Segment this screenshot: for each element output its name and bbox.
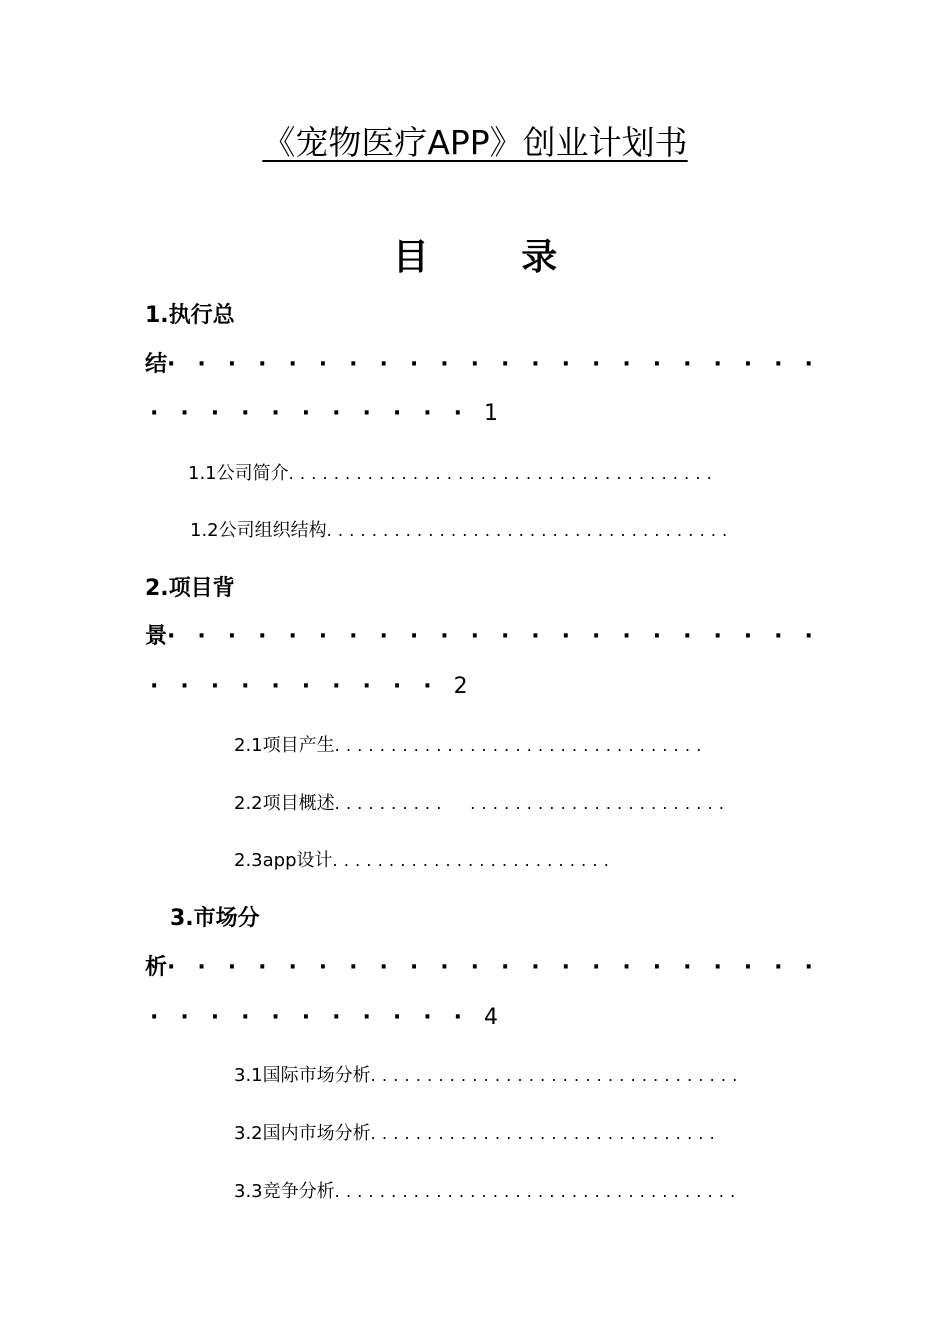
- title-text: 《宠物医疗APP》创业计划书: [262, 123, 688, 162]
- toc-entry-2-page-line[interactable]: [150, 676, 468, 698]
- toc-entry-3-page-line[interactable]: [150, 1007, 498, 1029]
- toc-leader-dots: ....................................: [334, 1181, 742, 1201]
- toc-leader-dots: ······················: [167, 955, 835, 980]
- toc-subentry-2-2[interactable]: [234, 794, 730, 813]
- toc-page-number: 2: [453, 674, 468, 699]
- document-title: [0, 123, 950, 162]
- toc-leader-dots: .........................: [332, 850, 616, 870]
- toc-sub-label: 2.1项目产生: [234, 735, 335, 756]
- toc-sub-label: 2.2项目概述: [234, 793, 335, 814]
- toc-sub-label: 3.1国际市场分析: [234, 1065, 371, 1086]
- toc-entry-char: 景: [145, 624, 168, 649]
- toc-leader-dots: ...............................: [370, 1123, 721, 1143]
- toc-sub-label: 2.3app设计: [234, 850, 333, 871]
- toc-entry-3-continued[interactable]: [145, 957, 835, 979]
- toc-leader-dots: ....................................: [326, 520, 734, 540]
- toc-subentry-1-1[interactable]: [188, 464, 718, 483]
- toc-leader-dots: ······················: [167, 352, 835, 377]
- toc-subentry-2-3[interactable]: [234, 851, 615, 870]
- toc-entry-3-title[interactable]: 3.市场分: [170, 906, 260, 931]
- toc-entry-2-continued[interactable]: [145, 626, 835, 648]
- toc-leader-dots: ···········: [150, 401, 484, 426]
- toc-entry-1-continued[interactable]: [145, 354, 835, 376]
- toc-leader-dots: ··········: [150, 674, 454, 699]
- toc-entry-2-title[interactable]: 2.项目背: [145, 576, 235, 601]
- toc-subentry-3-3[interactable]: [234, 1182, 741, 1201]
- toc-entry-1-title[interactable]: 1.执行总: [145, 303, 235, 328]
- toc-leader-dots: ···········: [150, 1005, 484, 1030]
- toc-subentry-1-2[interactable]: [190, 521, 733, 540]
- toc-leader-dots: .......... .......................: [334, 793, 731, 813]
- toc-subentry-2-1[interactable]: [234, 736, 708, 755]
- toc-page-number: 1: [483, 401, 498, 426]
- toc-leader-dots: ······················: [167, 624, 835, 649]
- toc-entry-char: 结: [145, 352, 168, 377]
- toc-sub-label: 3.3竞争分析: [234, 1181, 335, 1202]
- toc-sub-label: 1.1公司简介: [188, 463, 289, 484]
- toc-subentry-3-1[interactable]: [234, 1066, 744, 1085]
- toc-sub-label: 3.2国内市场分析: [234, 1123, 371, 1144]
- toc-page-number: 4: [483, 1005, 498, 1030]
- toc-heading: 目 录: [392, 237, 558, 278]
- toc-sub-label: 1.2公司组织结构: [190, 520, 327, 541]
- toc-leader-dots: ......................................: [288, 463, 719, 483]
- toc-leader-dots: .................................: [370, 1065, 744, 1085]
- toc-leader-dots: .................................: [334, 735, 708, 755]
- toc-entry-1-page-line[interactable]: [150, 403, 498, 425]
- toc-entry-char: 析: [145, 955, 168, 980]
- toc-subentry-3-2[interactable]: [234, 1124, 721, 1143]
